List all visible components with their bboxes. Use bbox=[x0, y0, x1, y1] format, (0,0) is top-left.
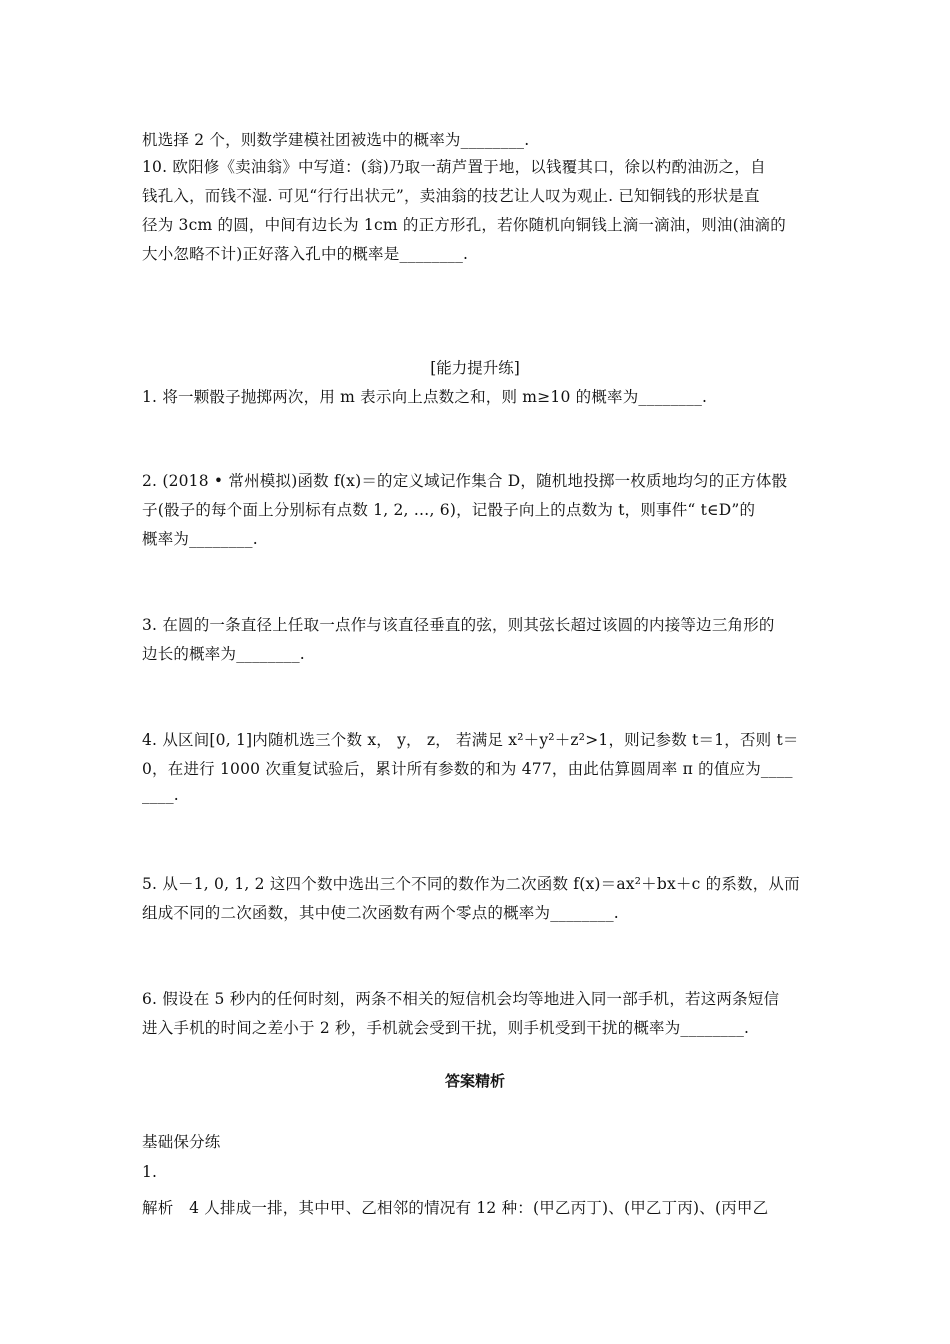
question-10-line-3: 径为 3cm 的圆，中间有边长为 1cm 的正方形孔，若你随机向铜钱上滴一滴油，则油(油滴的 bbox=[142, 216, 786, 234]
question-3-line-1: 3. 在圆的一条直径上任取一点作与该直径垂直的弦，则其弦长超过该圆的内接等边三角形的 bbox=[142, 616, 775, 634]
question-2-line-3: 概率为________. bbox=[142, 530, 258, 548]
question-1: 1. 将一颗骰子抛掷两次，用 m 表示向上点数之和，则 m≥10 的概率为________. bbox=[142, 388, 708, 406]
question-4-line-2: 0，在进行 1000 次重复试验后，累计所有参数的和为 477，由此估算圆周率 π 的值应为____ bbox=[142, 760, 793, 778]
answer-1-explanation: 解析 4 人排成一排，其中甲、乙相邻的情况有 12 种：(甲乙丙丁)、(甲乙丁丙)、(丙甲乙 bbox=[142, 1199, 769, 1217]
question-5-line-1: 5. 从－1, 0, 1, 2 这四个数中选出三个不同的数作为二次函数 f(x)＝ax²＋bx＋c 的系数，从而 bbox=[142, 875, 800, 893]
section-title: [能力提升练] bbox=[430, 359, 520, 377]
answer-title: 答案精析 bbox=[444, 1072, 505, 1090]
question-6-line-1: 6. 假设在 5 秒内的任何时刻，两条不相关的短信机会均等地进入同一部手机，若这两条短信 bbox=[142, 990, 780, 1008]
question-2-line-1: 2. (2018 • 常州模拟)函数 f(x)＝的定义域记作集合 D，随机地投掷一枚质地均匀的正方体骰 bbox=[142, 472, 788, 490]
question-4-line-3: ____. bbox=[142, 786, 179, 804]
question-10-line-1: 10. 欧阳修《卖油翁》中写道：(翁)乃取一葫芦置于地，以钱覆其口，徐以杓酌油沥之，自 bbox=[142, 158, 766, 176]
question-10-line-4: 大小忽略不计)正好落入孔中的概率是________. bbox=[142, 245, 469, 263]
question-2-line-2: 子(骰子的每个面上分别标有点数 1, 2, …, 6)，记骰子向上的点数为 t，则事件“ t∈D”的 bbox=[142, 501, 756, 519]
text-line: 机选择 2 个，则数学建模社团被选中的概率为________. bbox=[142, 131, 530, 149]
answer-1-number: 1. bbox=[142, 1163, 158, 1181]
question-10-line-2: 钱孔入，而钱不湿. 可见“行行出状元”，卖油翁的技艺让人叹为观止. 已知铜钱的形状是直 bbox=[142, 187, 760, 205]
question-3-line-2: 边长的概率为________. bbox=[142, 645, 305, 663]
basic-section-title: 基础保分练 bbox=[142, 1133, 221, 1151]
question-4-line-1: 4. 从区间[0, 1]内随机选三个数 x， y， z， 若满足 x²＋y²＋z²>1，则记参数 t＝1，否则 t＝ bbox=[142, 731, 799, 749]
question-6-line-2: 进入手机的时间之差小于 2 秒，手机就会受到干扰，则手机受到干扰的概率为________. bbox=[142, 1019, 750, 1037]
question-5-line-2: 组成不同的二次函数，其中使二次函数有两个零点的概率为________. bbox=[142, 904, 619, 922]
